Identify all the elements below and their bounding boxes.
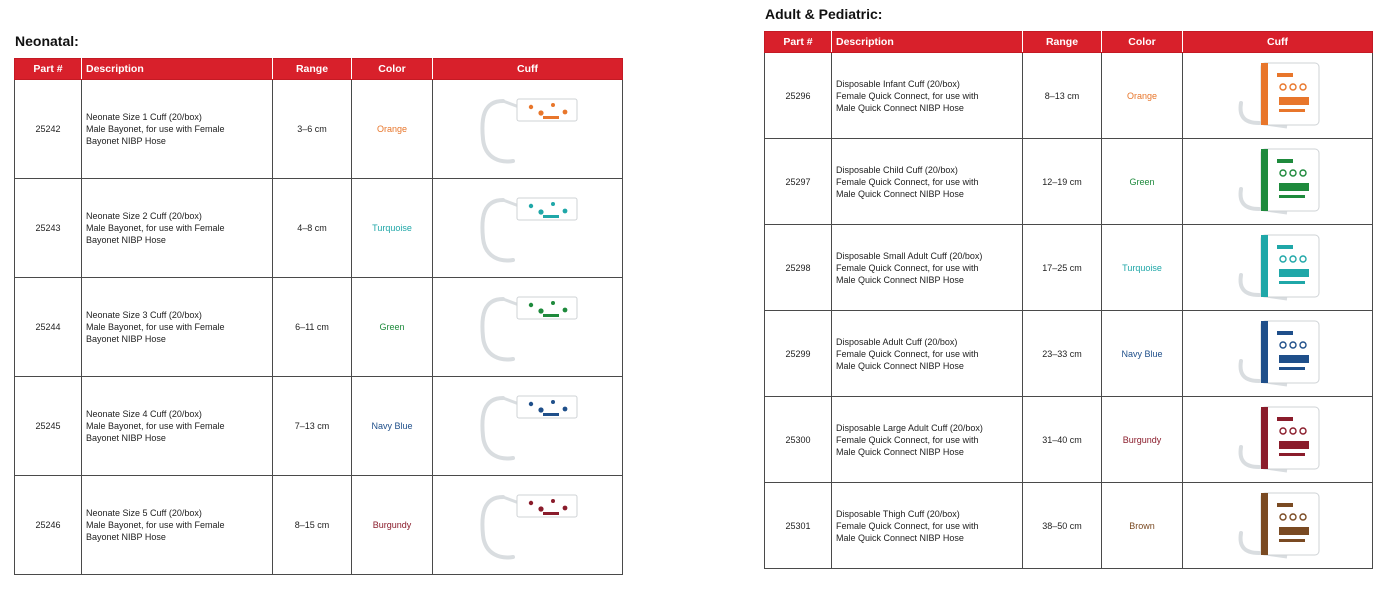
- range: 4–8 cm: [273, 179, 352, 278]
- cuff-icon: [1183, 57, 1372, 135]
- description-line: Neonate Size 1 Cuff (20/box): [86, 112, 202, 122]
- color-name: Green: [352, 278, 433, 377]
- header-description: Description: [82, 59, 273, 80]
- color-name: Burgundy: [352, 476, 433, 575]
- description: [832, 225, 1023, 311]
- header-cuff: Cuff: [1183, 32, 1373, 53]
- cuff-icon: [433, 287, 622, 367]
- part-number: 25301: [765, 483, 832, 569]
- header-cuff: Cuff: [433, 59, 623, 80]
- color-name: Orange: [352, 80, 433, 179]
- description-line: Male Bayonet, for use with Female: [86, 124, 225, 134]
- part-number: 25242: [15, 80, 82, 179]
- cuff-image: [433, 179, 623, 278]
- table-header-row: [15, 59, 623, 80]
- adult-table: [764, 31, 1373, 569]
- cuff-image: [1183, 139, 1373, 225]
- part-number: 25300: [765, 397, 832, 483]
- header-part: Part #: [765, 32, 832, 53]
- cuff-image: [433, 377, 623, 476]
- description-line: Neonate Size 5 Cuff (20/box): [86, 508, 202, 518]
- part-number: 25245: [15, 377, 82, 476]
- description-line: Male Quick Connect NIBP Hose: [836, 102, 964, 113]
- cuff-image: [433, 80, 623, 179]
- cuff-image: [1183, 311, 1373, 397]
- range: 7–13 cm: [273, 377, 352, 476]
- color-name: Turquoise: [1102, 225, 1183, 311]
- header-range: Range: [273, 59, 352, 80]
- description-line: Female Quick Connect, for use with: [836, 262, 979, 273]
- part-number: 25296: [765, 53, 832, 139]
- table-row: [765, 311, 1373, 397]
- color-name: Turquoise: [352, 179, 433, 278]
- range: 3–6 cm: [273, 80, 352, 179]
- description-line: Bayonet NIBP Hose: [86, 433, 166, 443]
- description-line: Female Quick Connect, for use with: [836, 520, 979, 531]
- table-header-row: [765, 32, 1373, 53]
- description: [832, 397, 1023, 483]
- cuff-image: [1183, 483, 1373, 569]
- color-name: Navy Blue: [352, 377, 433, 476]
- description-line: Male Bayonet, for use with Female: [86, 223, 225, 233]
- cuff-icon: [1183, 229, 1372, 307]
- table-row: [765, 397, 1373, 483]
- header-range: Range: [1023, 32, 1102, 53]
- cuff-image: [433, 476, 623, 575]
- description-line: Female Quick Connect, for use with: [836, 434, 979, 445]
- description: [82, 179, 273, 278]
- description-line: Male Bayonet, for use with Female: [86, 421, 225, 431]
- description-line: Male Quick Connect NIBP Hose: [836, 274, 964, 285]
- part-number: 25246: [15, 476, 82, 575]
- description-line: Female Quick Connect, for use with: [836, 176, 979, 187]
- description-line: Bayonet NIBP Hose: [86, 532, 166, 542]
- description-line: Male Bayonet, for use with Female: [86, 322, 225, 332]
- color-name: Navy Blue: [1102, 311, 1183, 397]
- cuff-icon: [1183, 315, 1372, 393]
- description-line: Male Bayonet, for use with Female: [86, 520, 225, 530]
- description: [832, 53, 1023, 139]
- part-number: 25243: [15, 179, 82, 278]
- description-line: Disposable Infant Cuff (20/box): [836, 78, 960, 89]
- description-line: Male Quick Connect NIBP Hose: [836, 188, 964, 199]
- cuff-icon: [433, 386, 622, 466]
- description: [832, 139, 1023, 225]
- range: 8–13 cm: [1023, 53, 1102, 139]
- header-color: Color: [352, 59, 433, 80]
- cuff-icon: [433, 89, 622, 169]
- description-line: Bayonet NIBP Hose: [86, 235, 166, 245]
- description-line: Male Quick Connect NIBP Hose: [836, 532, 964, 543]
- description: [82, 377, 273, 476]
- description: [82, 476, 273, 575]
- cuff-icon: [433, 188, 622, 268]
- range: 8–15 cm: [273, 476, 352, 575]
- cuff-image: [1183, 225, 1373, 311]
- description-line: Female Quick Connect, for use with: [836, 348, 979, 359]
- part-number: 25299: [765, 311, 832, 397]
- neonatal-table: [14, 58, 623, 575]
- header-part: Part #: [15, 59, 82, 80]
- color-name: Burgundy: [1102, 397, 1183, 483]
- description-line: Disposable Large Adult Cuff (20/box): [836, 422, 983, 433]
- adult-title: Adult & Pediatric:: [765, 6, 883, 22]
- description-line: Neonate Size 3 Cuff (20/box): [86, 310, 202, 320]
- description-line: Male Quick Connect NIBP Hose: [836, 360, 964, 371]
- part-number: 25298: [765, 225, 832, 311]
- part-number: 25297: [765, 139, 832, 225]
- table-row: [765, 225, 1373, 311]
- description: [82, 80, 273, 179]
- description-line: Disposable Child Cuff (20/box): [836, 164, 958, 175]
- cuff-icon: [1183, 143, 1372, 221]
- color-name: Brown: [1102, 483, 1183, 569]
- cuff-icon: [1183, 487, 1372, 565]
- range: 38–50 cm: [1023, 483, 1102, 569]
- table-row: [15, 80, 623, 179]
- description-line: Bayonet NIBP Hose: [86, 334, 166, 344]
- color-name: Orange: [1102, 53, 1183, 139]
- header-color: Color: [1102, 32, 1183, 53]
- table-row: [15, 179, 623, 278]
- range: 23–33 cm: [1023, 311, 1102, 397]
- cuff-image: [1183, 53, 1373, 139]
- range: 12–19 cm: [1023, 139, 1102, 225]
- cuff-image: [1183, 397, 1373, 483]
- description: [82, 278, 273, 377]
- description-line: Disposable Thigh Cuff (20/box): [836, 508, 960, 519]
- range: 31–40 cm: [1023, 397, 1102, 483]
- description-line: Neonate Size 2 Cuff (20/box): [86, 211, 202, 221]
- description-line: Bayonet NIBP Hose: [86, 136, 166, 146]
- table-row: [15, 476, 623, 575]
- part-number: 25244: [15, 278, 82, 377]
- range: 17–25 cm: [1023, 225, 1102, 311]
- cuff-image: [433, 278, 623, 377]
- description-line: Disposable Small Adult Cuff (20/box): [836, 250, 983, 261]
- description-line: Male Quick Connect NIBP Hose: [836, 446, 964, 457]
- description-line: Neonate Size 4 Cuff (20/box): [86, 409, 202, 419]
- description: [832, 311, 1023, 397]
- cuff-icon: [433, 485, 622, 565]
- neonatal-title: Neonatal:: [15, 33, 79, 49]
- table-row: [765, 483, 1373, 569]
- description: [832, 483, 1023, 569]
- table-row: [765, 139, 1373, 225]
- description-line: Disposable Adult Cuff (20/box): [836, 336, 958, 347]
- table-row: [765, 53, 1373, 139]
- description-line: Female Quick Connect, for use with: [836, 90, 979, 101]
- header-description: Description: [832, 32, 1023, 53]
- table-row: [15, 377, 623, 476]
- cuff-icon: [1183, 401, 1372, 479]
- table-row: [15, 278, 623, 377]
- range: 6–11 cm: [273, 278, 352, 377]
- color-name: Green: [1102, 139, 1183, 225]
